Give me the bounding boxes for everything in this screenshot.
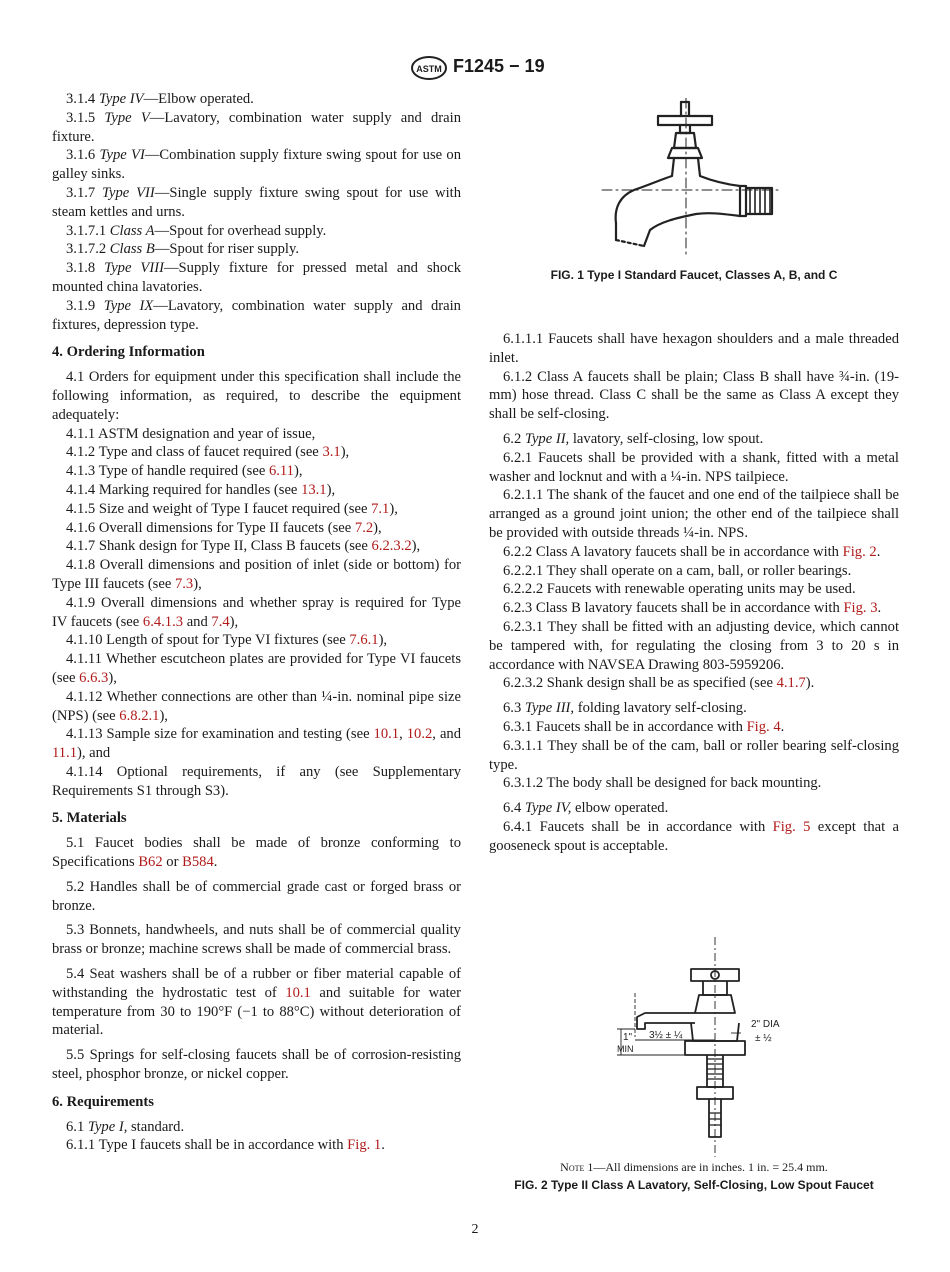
paragraph — [52, 481, 461, 500]
cross-reference-link[interactable]: 7.1 — [371, 500, 390, 517]
paragraph-number: 6.3.1.2 — [503, 775, 544, 792]
paragraph-number: 5.2 — [66, 878, 85, 895]
paragraph-number: 4.1.9 — [66, 594, 96, 611]
paragraph-number: 3.1.5 — [66, 109, 96, 126]
paragraph-number: 3.1.6 — [66, 147, 96, 164]
paragraph — [489, 430, 899, 449]
paragraph — [489, 699, 899, 718]
paragraph-text: —Combination supply fixture swing spout for use on galley sinks. — [52, 147, 461, 183]
paragraph — [52, 297, 461, 335]
paragraph-text: Faucets shall be in accordance with — [535, 718, 747, 735]
paragraph-text: They shall be of the cam, ball or roller bearing self-closing type. — [489, 737, 899, 773]
paragraph-text: and — [183, 613, 212, 630]
paragraph-text: —Elbow operated. — [143, 91, 254, 107]
paragraph-text: They shall operate on a cam, ball, or roller bearings. — [546, 562, 852, 579]
figure-1-faucet-drawing — [600, 98, 780, 258]
paragraph-text: or — [162, 854, 183, 871]
paragraph-number: 4.1.13 — [66, 726, 103, 743]
paragraph — [52, 1046, 461, 1084]
cross-reference-link[interactable]: 6.4.1.3 — [142, 613, 184, 630]
paragraph-text: . — [876, 543, 881, 560]
paragraph — [489, 674, 899, 693]
paragraph-text: ), and — [77, 745, 111, 762]
paragraph-label: Type II, — [524, 430, 570, 447]
cross-reference-link[interactable]: 4.1.7 — [776, 675, 806, 692]
paragraph — [52, 1136, 461, 1155]
paragraph-text: Faucets shall be in accordance with — [539, 818, 773, 835]
section-heading: 5. Materials — [52, 810, 127, 827]
right-column — [489, 330, 899, 856]
paragraph — [52, 443, 461, 462]
fig2-dim-tol: ± ½ — [755, 1033, 772, 1044]
cross-reference-link[interactable]: 10.1 — [285, 984, 311, 1001]
paragraph-text: , and — [432, 726, 462, 743]
paragraph-text: . — [780, 718, 785, 735]
paragraph-text: They shall be fitted with an adjusting device, which cannot be tampered with, for regulating the closing from 3 to 20 s in accordance with NAVSEA Drawing 803-5959206. — [489, 618, 899, 673]
fig2-dim-rise: 1" — [623, 1032, 633, 1043]
paragraph-text: folding lavatory self-closing. — [574, 700, 747, 717]
paragraph-label: Type VIII — [104, 260, 164, 277]
paragraph — [489, 599, 899, 618]
paragraph-text: Handles shall be of commercial grade cast or forged brass or bronze. — [52, 878, 462, 914]
paragraph — [489, 543, 899, 562]
paragraph-number: 5.4 — [66, 966, 85, 983]
paragraph-text: —Single supply fixture swing spout for use with steam kettles and urns. — [52, 184, 461, 220]
paragraph — [52, 1118, 461, 1137]
paragraph — [52, 650, 461, 688]
paragraph-text: lavatory, self-closing, low spout. — [569, 430, 764, 447]
paragraph — [52, 834, 461, 872]
paragraph-label: Class B — [109, 241, 155, 258]
paragraph — [52, 259, 461, 297]
paragraph — [52, 594, 461, 632]
paragraph — [52, 240, 461, 259]
paragraph — [52, 725, 461, 763]
figure-2-faucet-drawing — [605, 937, 795, 1157]
figure-2-caption: FIG. 2 Type II Class A Lavatory, Self-Closing, Low Spout Faucet — [514, 1178, 874, 1192]
paragraph-text: standard. — [127, 1118, 185, 1135]
paragraph-number: 4.1 — [66, 369, 85, 386]
paragraph-label: Type III, — [524, 700, 575, 717]
paragraph-number: 6.2.1.1 — [503, 487, 544, 504]
figure-2-note-text: —All dimensions are in inches. 1 in. = 25.4 mm. — [593, 1160, 828, 1174]
paragraph-text: ), — [411, 538, 421, 555]
paragraph-text: elbow operated. — [571, 800, 669, 817]
cross-reference-link[interactable]: 3.1 — [322, 444, 341, 461]
paragraph-text: . — [877, 600, 882, 617]
paragraph-number: 4.1.10 — [66, 632, 103, 649]
cross-reference-link[interactable]: Fig. 4 — [746, 718, 781, 735]
paragraph-number: 4.1.8 — [66, 557, 96, 574]
paragraph-number: 5.5 — [66, 1047, 85, 1064]
document-designation: F1245 − 19 — [453, 56, 545, 76]
paragraph — [489, 799, 899, 818]
paragraph-number: 6.4.1 — [503, 818, 533, 835]
logo-text: ASTM — [416, 64, 442, 74]
paragraph-text: ), — [108, 669, 117, 686]
paragraph-text: —Spout for riser supply. — [154, 241, 299, 258]
paragraph-text: and suitable for water temperature from 30 to 190°F (−1 to 88°C) without deterioration of material. — [52, 984, 461, 1039]
paragraph-text: —Lavatory, combination water supply and drain fixture. — [52, 109, 461, 145]
paragraph-text: The body shall be designed for back mounting. — [546, 775, 822, 792]
paragraph — [52, 146, 461, 184]
cross-reference-link[interactable]: 6.6.3 — [79, 669, 109, 686]
paragraph — [52, 462, 461, 481]
paragraph — [489, 562, 899, 581]
cross-reference-link[interactable]: Fig. 2 — [842, 543, 877, 560]
figure-2-note — [489, 1160, 899, 1175]
paragraph-text: Sample size for examination and testing (see — [106, 726, 374, 743]
paragraph-number: 4.1.12 — [66, 688, 103, 705]
paragraph-number: 6.2.3 — [503, 600, 533, 617]
paragraph — [52, 109, 461, 147]
paragraph-text: Shank design shall be as specified (see — [546, 675, 777, 692]
paragraph-number: 3.1.9 — [66, 297, 96, 314]
paragraph — [489, 737, 899, 775]
paragraph-number: 6.2.3.2 — [503, 675, 544, 692]
cross-reference-link[interactable]: B62 — [138, 854, 163, 871]
figure-1-caption: FIG. 1 Type I Standard Faucet, Classes A, B, and C — [550, 268, 838, 282]
page-number: 2 — [471, 1222, 479, 1237]
paragraph — [52, 500, 461, 519]
cross-reference-link[interactable]: B584 — [182, 854, 214, 871]
paragraph-number: 6.1.1 — [66, 1137, 96, 1154]
paragraph-text: ASTM designation and year of issue, — [98, 425, 316, 442]
paragraph-number: 6.2.2.2 — [503, 581, 544, 598]
section-heading: 6. Requirements — [52, 1093, 154, 1110]
paragraph-text: . — [381, 1137, 385, 1154]
paragraph-text: Faucets shall be provided with a shank, fitted with a metal washer and locknut and with a ¼-in. NPS tailpiece. — [489, 449, 899, 485]
paragraph — [489, 330, 899, 368]
paragraph — [52, 556, 461, 594]
paragraph-label: Type IV — [98, 91, 144, 107]
cross-reference-link[interactable]: 7.6.1 — [349, 632, 379, 649]
cross-reference-link[interactable]: 7.3 — [174, 575, 194, 592]
paragraph — [52, 688, 461, 726]
paragraph-number: 6.2.2.1 — [503, 562, 544, 579]
paragraph — [52, 878, 461, 916]
paragraph-number: 4.1.4 — [66, 481, 96, 498]
paragraph — [489, 368, 899, 424]
paragraph-number: 6.2.3.1 — [503, 618, 544, 635]
cross-reference-link[interactable]: Fig. 1 — [347, 1137, 382, 1154]
paragraph-text: The shank of the faucet and one end of the tailpiece shall be arranged as a ground joint union; the other end of the tailpiece shall be provided with outside threads ¼-in. NPS. — [489, 487, 900, 541]
cross-reference-link[interactable]: 6.11 — [268, 463, 294, 480]
paragraph — [52, 90, 461, 109]
paragraph-label: Type I, — [87, 1118, 128, 1135]
fig2-dim-reach: 3½ ± ¼ — [649, 1030, 683, 1041]
paragraph-text: Type and class of faucet required (see — [98, 444, 323, 461]
paragraph-text: . — [213, 854, 218, 871]
paragraph-text: Class B lavatory faucets shall be in accordance with — [535, 600, 844, 617]
paragraph-text: Whether connections are other than ¼-in. nominal pipe size (NPS) (see — [52, 688, 461, 724]
paragraph — [52, 519, 461, 538]
paragraph-number: 6.3.1.1 — [503, 737, 544, 754]
paragraph-text: Orders for equipment under this specification shall include the following information, as required, to describe the equipment adequately: — [52, 369, 461, 423]
cross-reference-link[interactable]: 11.1 — [52, 745, 77, 762]
paragraph-number: 3.1.7.2 — [66, 241, 107, 258]
paragraph-text: Length of spout for Type VI fixtures (see — [106, 632, 350, 649]
paragraph-text: ), — [326, 481, 336, 498]
cross-reference-link[interactable]: 13.1 — [301, 481, 327, 498]
cross-reference-link[interactable]: Fig. 5 — [772, 818, 811, 835]
paragraph-text: ), — [373, 519, 382, 536]
paragraph-number: 4.1.2 — [66, 444, 96, 461]
fig2-dim-min: MIN — [617, 1044, 634, 1054]
paragraph-number: 6.1.2 — [503, 368, 533, 385]
paragraph-label: Type IX — [103, 297, 154, 314]
figure-2-note-label: Note 1 — [560, 1160, 594, 1174]
cross-reference-link[interactable]: 7.4 — [211, 613, 230, 630]
paragraph-text: —Spout for overhead supply. — [154, 222, 327, 239]
paragraph-number: 4.1.3 — [66, 463, 96, 480]
paragraph-number: 6.2.2 — [503, 543, 533, 560]
paragraph — [52, 368, 461, 424]
paragraph-text: Faucet bodies shall be made of bronze conforming to Specifications — [52, 835, 462, 871]
paragraph-text: ), — [378, 632, 388, 649]
paragraph-text: Springs for self-closing faucets shall be of corrosion-resisting steel, phosphor bronze, or nickel copper. — [52, 1047, 461, 1083]
paragraph — [52, 425, 461, 444]
paragraph-number: 5.3 — [66, 922, 85, 939]
left-column — [52, 90, 461, 1155]
paragraph — [489, 486, 899, 542]
paragraph — [489, 580, 899, 599]
paragraph-text: ), — [293, 463, 303, 480]
paragraph — [52, 763, 461, 801]
paragraph-text: ), — [340, 444, 350, 461]
paragraph-number: 6.2 — [503, 430, 522, 447]
paragraph-number: 4.1.5 — [66, 500, 96, 517]
paragraph-label: Type V — [104, 109, 150, 126]
paragraph-text: Overall dimensions and whether spray is required for Type IV faucets (see — [52, 594, 461, 630]
paragraph-text: , — [399, 726, 407, 743]
cross-reference-link[interactable]: 6.8.2.1 — [119, 707, 160, 724]
paragraph-number: 3.1.4 — [66, 91, 96, 107]
paragraph-number: 6.3 — [503, 700, 522, 717]
paragraph — [52, 965, 461, 1040]
paragraph-number: 6.1 — [66, 1118, 85, 1135]
paragraph-number: 4.1.14 — [66, 763, 103, 780]
paragraph-label: Type VI — [99, 147, 145, 164]
cross-reference-link[interactable]: 10.1 — [373, 726, 400, 743]
paragraph-text: ). — [805, 675, 815, 692]
paragraph — [489, 618, 899, 674]
fig2-dim-dia: 2" DIA — [751, 1019, 780, 1030]
paragraph-label: Type VII — [102, 184, 155, 201]
paragraph-text: Overall dimensions for Type II faucets (see — [98, 519, 355, 536]
cross-reference-link[interactable]: 6.2.3.2 — [371, 538, 412, 555]
cross-reference-link[interactable]: 10.2 — [406, 726, 433, 743]
paragraph-text: Type of handle required (see — [98, 463, 269, 480]
paragraph — [489, 718, 899, 737]
paragraph — [52, 631, 461, 650]
paragraph-number: 6.3.1 — [503, 718, 533, 735]
cross-reference-link[interactable]: Fig. 3 — [843, 600, 878, 617]
paragraph-number: 4.1.6 — [66, 519, 96, 536]
paragraph-text: Shank design for Type II, Class B faucets (see — [98, 538, 372, 555]
paragraph-number: 4.1.1 — [66, 425, 96, 442]
paragraph-text: —Supply fixture for pressed metal and shock mounted china lavatories. — [52, 260, 461, 295]
astm-logo-icon — [410, 55, 448, 81]
paragraph-text: Bonnets, handwheels, and nuts shall be of commercial quality brass or bronze; machine screws shall be made of commercial brass. — [52, 922, 461, 958]
paragraph — [52, 184, 461, 222]
paragraph-text: ), — [229, 613, 239, 630]
paragraph-text: Class A faucets shall be plain; Class B shall have ¾-in. (19-mm) hose thread. Class C shall be the same as Class A except they shall be self-closing. — [489, 368, 899, 423]
paragraph-label: Class A — [109, 222, 155, 239]
paragraph-text: —Lavatory, combination water supply and drain fixtures, depression type. — [52, 297, 461, 333]
paragraph-text: ), — [389, 500, 398, 517]
paragraph-number: 3.1.7.1 — [66, 222, 107, 239]
paragraph-text: Faucets shall have hexagon shoulders and a male threaded inlet. — [489, 331, 899, 366]
paragraph-text: Size and weight of Type I faucet required (see — [98, 500, 372, 517]
paragraph-text: Marking required for handles (see — [98, 481, 302, 498]
paragraph-label: Type IV, — [524, 800, 572, 817]
paragraph-text: ), — [193, 575, 202, 592]
paragraph-text: Seat washers shall be of a rubber or fiber material capable of withstanding the hydrostatic test of — [52, 966, 461, 1001]
paragraph — [489, 818, 899, 856]
paragraph-number: 3.1.7 — [66, 184, 96, 201]
paragraph — [52, 921, 461, 959]
paragraph — [52, 537, 461, 556]
paragraph-number: 6.4 — [503, 800, 522, 817]
paragraph — [489, 449, 899, 487]
paragraph-text: Optional requirements, if any (see Supplementary Requirements S1 through S3). — [52, 763, 461, 799]
paragraph-text: Overall dimensions and position of inlet (side or bottom) for Type III faucets (see — [52, 557, 461, 592]
paragraph — [489, 774, 899, 793]
paragraph-text: Class A lavatory faucets shall be in accordance with — [535, 543, 843, 560]
paragraph-text: Type I faucets shall be in accordance with — [98, 1137, 348, 1154]
paragraph-number: 5.1 — [66, 835, 85, 852]
paragraph-text: Whether escutcheon plates are provided for Type VI faucets (see — [52, 651, 461, 686]
paragraph-number: 3.1.8 — [66, 260, 96, 277]
paragraph-text: except that a gooseneck spout is acceptable. — [489, 818, 900, 854]
paragraph-text: Faucets with renewable operating units may be used. — [546, 581, 856, 598]
paragraph-number: 4.1.11 — [66, 651, 102, 668]
paragraph-number: 6.1.1.1 — [503, 331, 544, 347]
page-header — [0, 55, 950, 85]
paragraph-number: 6.2.1 — [503, 449, 533, 466]
section-heading: 4. Ordering Information — [52, 344, 205, 361]
cross-reference-link[interactable]: 7.2 — [354, 519, 374, 536]
paragraph-text: ), — [159, 707, 168, 724]
paragraph-number: 4.1.7 — [66, 538, 96, 555]
paragraph — [52, 222, 461, 241]
